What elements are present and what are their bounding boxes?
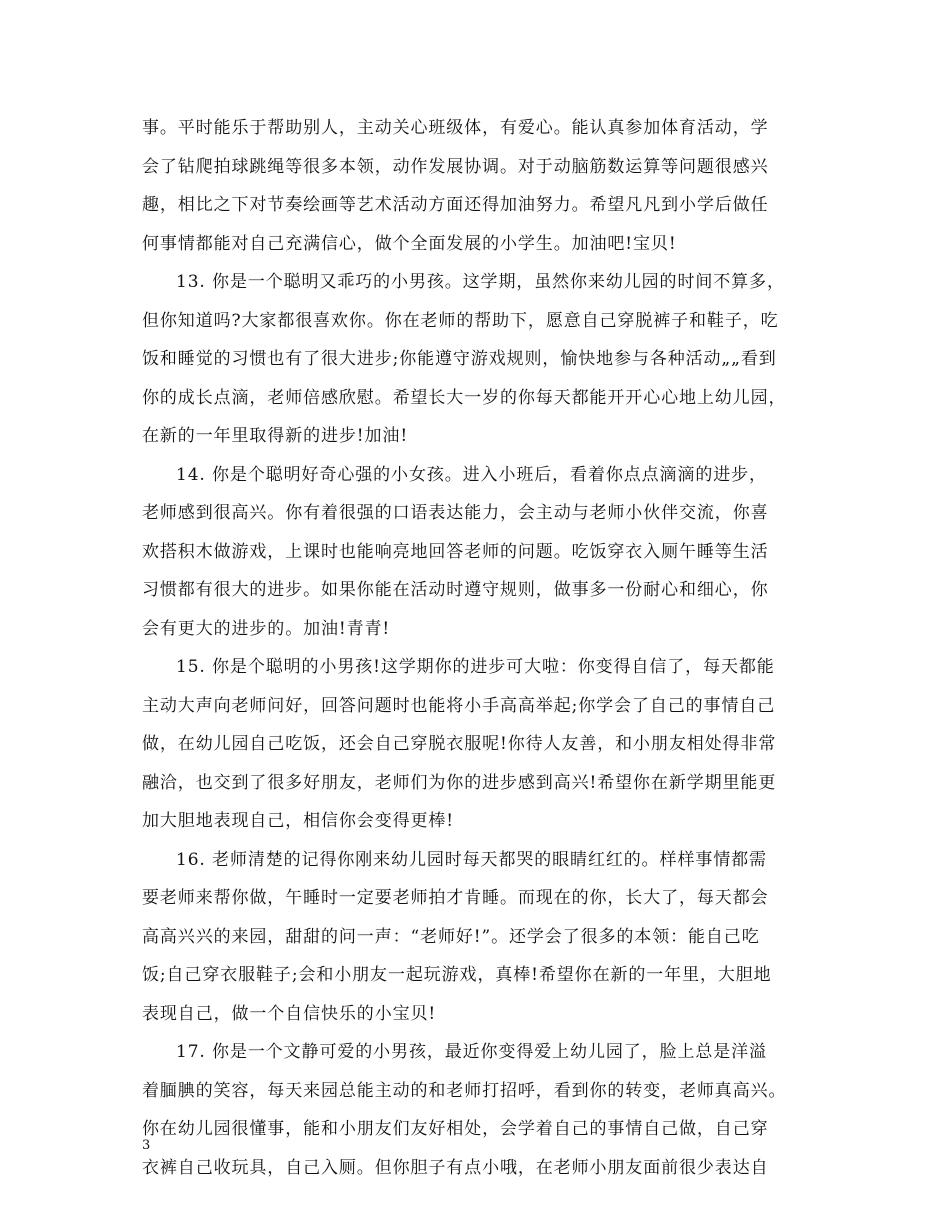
text-line: 何事情都能对自己充满信心，做个全面发展的小学生。加油吧!宝贝! [142,233,677,254]
paragraph-first-line: 13. 你是一个聪明又乖巧的小男孩。这学期，虽然你来幼儿园的时间不算多， [176,272,785,292]
paragraph-first-line: 14. 你是个聪明好奇心强的小女孩。进入小班后，看着你点点滴滴的进步， [176,464,767,485]
text-line: 老师感到很高兴。你有着很强的口语表达能力，会主动与老师小伙伴交流，你喜 [142,503,769,523]
text-line: 习惯都有很大的进步。如果你能在活动时遵守规则，做事多一份耐心和细心，你 [142,580,769,600]
text-line: 事。平时能乐于帮助别人，主动关心班级体，有爱心。能认真参加体育活动，学 [142,118,769,138]
text-line: 你在幼儿园很懂事，能和小朋友们友好相处，会学着自己的事情自己做，自己穿 [142,1119,769,1139]
text-line: 饭;自己穿衣服鞋子;会和小朋友一起玩游戏，真棒!希望你在新的一年里，大胆地 [142,965,772,985]
text-line: 会有更大的进步的。加油!青青! [142,618,391,639]
text-line: 主动大声向老师问好，回答问题时也能将小手高高举起;你学会了自己的事情自己 [142,695,776,716]
text-line: 会了钻爬拍球跳绳等很多本领，动作发展协调。对于动脑筋数运算等问题很感兴 [142,156,769,177]
text-line: 欢搭积木做游戏，上课时也能响亮地回答老师的问题。吃饭穿衣入厕午睡等生活 [142,541,769,562]
paragraph-first-line: 17. 你是一个文静可爱的小男孩，最近你变得爱上幼儿园了，脸上总是洋溢 [176,1042,767,1062]
text-line: 趣，相比之下对节奏绘画等艺术活动方面还得加油努力。希望凡凡到小学后做任 [142,195,769,215]
text-line: 但你知道吗?大家都很喜欢你。你在老师的帮助下，愿意自己穿脱裤子和鞋子，吃 [142,310,779,331]
text-line: 衣裤自己收玩具，自己入厕。但你胆子有点小哦，在老师小朋友面前很少表达自 [142,1157,769,1178]
paragraph-first-line: 15. 你是个聪明的小男孩!这学期你的进步可大啦：你变得自信了，每天都能 [176,657,775,677]
text-line: 加大胆地表现自己，相信你会变得更棒! [142,811,455,831]
text-line: 饭和睡觉的习惯也有了很大进步;你能遵守游戏规则，愉快地参与各种活动„„看到 [142,349,777,369]
paragraph-first-line: 16. 老师清楚的记得你刚来幼儿园时每天都哭的眼睛红红的。样样事情都需 [176,849,767,870]
page-number: 3 [142,1138,151,1153]
text-line: 在新的一年里取得新的进步!加油! [142,426,409,446]
text-line: 你的成长点滴，老师倍感欣慰。希望长大一岁的你每天都能开开心心地上幼儿园， [142,387,787,408]
text-line: 高高兴兴的来园，甜甜的问一声：“老师好!”。还学会了很多的本领：能自己吃 [142,926,760,947]
text-line: 融洽，也交到了很多好朋友，老师们为你的进步感到高兴!希望你在新学期里能更 [142,772,777,793]
text-line: 表现自己，做一个自信快乐的小宝贝! [142,1003,437,1024]
text-line: 着腼腆的笑容，每天来园总能主动的和老师打招呼，看到你的转变，老师真高兴。 [142,1080,787,1101]
document-body [142,109,810,1187]
text-line: 做，在幼儿园自己吃饭，还会自己穿脱衣服呢!你待人友善，和小朋友相处得非常 [142,734,777,754]
text-line: 要老师来帮你做，午睡时一定要老师拍才肯睡。而现在的你，长大了，每天都会 [142,888,769,908]
